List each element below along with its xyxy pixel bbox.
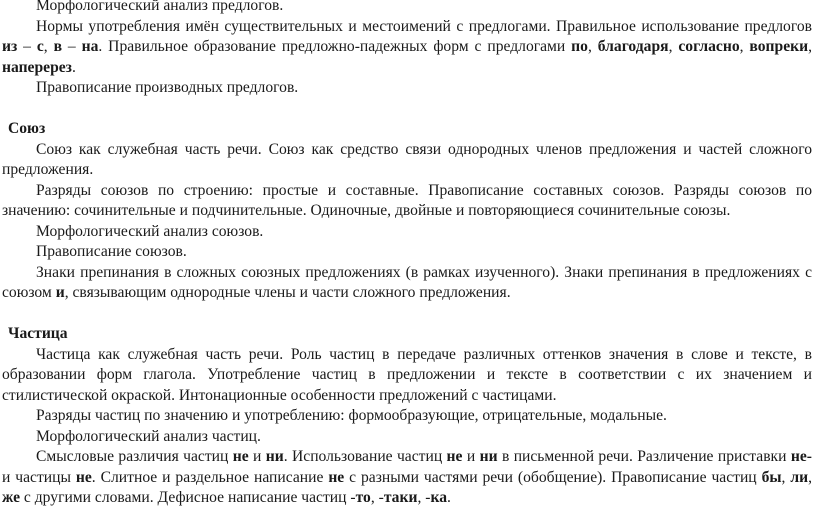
- bold-term: с: [36, 38, 44, 55]
- text: Разряды частиц по значению и употреблению: формообразующие, отрицательные, модальные.: [36, 407, 667, 424]
- text: Морфологический анализ предлогов.: [36, 0, 284, 14]
- section-heading-union: Союз: [8, 120, 46, 137]
- paragraph-particle-definition: [0, 345, 812, 407]
- paragraph-particle-analysis: [0, 427, 812, 448]
- paragraph-particle-categories: [0, 406, 812, 427]
- text: ,: [668, 38, 679, 55]
- text: ,: [808, 468, 813, 486]
- text: . Правильное образование предложно-падежных форм с предлогами: [98, 38, 572, 55]
- text: , -: [370, 489, 384, 506]
- paragraph-union-categories: [0, 181, 812, 222]
- bold-term: вопреки: [749, 38, 809, 55]
- paragraph-union-analysis: [0, 222, 812, 243]
- text: и: [462, 448, 480, 465]
- section-heading-particle: Частица: [8, 325, 68, 342]
- bold-term: и: [55, 284, 65, 301]
- bold-term: ли: [790, 468, 809, 486]
- bold-term: то: [355, 489, 371, 506]
- bold-term: ка: [430, 489, 447, 506]
- text: Знаки препинания в сложных союзных предложениях (в рамках изученного). Знаки препинания в предложениях с союзом: [2, 263, 812, 301]
- text: .: [71, 58, 76, 76]
- bold-term: по: [571, 38, 588, 55]
- text: . Использование частиц: [283, 448, 447, 465]
- text: с другими словами. Дефисное написание частиц -: [20, 489, 356, 506]
- bold-term: из: [2, 38, 18, 55]
- text: Разряды союзов по строению: простые и составные. Правописание составных союзов. Разряды союзов по значению: сочинительные и подчинительные. Одиночные, двойные и повторяющиеся сочинительные союзы.: [2, 181, 812, 219]
- text: Частица как служебная часть речи. Роль частиц в передаче различных оттенков значения в слове и тексте, в образовании форм глагола. Употребление частиц в предложении и тексте в соответствии с их значением и стилистической окраской. Интонационные особенности предложений с частицами.: [2, 345, 812, 404]
- text: и частицы: [2, 468, 76, 486]
- bold-term: ни: [479, 448, 498, 465]
- paragraph-union-definition: [0, 140, 812, 181]
- text: –: [62, 38, 82, 55]
- text: Смысловые различия частиц: [36, 448, 233, 465]
- bold-term: благодаря: [597, 38, 669, 55]
- paragraph-prepositions-norms: [0, 17, 812, 79]
- text: .: [447, 489, 451, 506]
- text: . Слитное и раздельное написание: [91, 468, 329, 486]
- bold-term: в: [53, 38, 62, 55]
- paragraph-particle-spelling: [0, 447, 812, 509]
- text: Морфологический анализ союзов.: [36, 222, 264, 240]
- text: ,: [808, 38, 812, 55]
- text: –: [17, 38, 37, 55]
- bold-term: не: [232, 448, 249, 465]
- bold-term: не: [446, 448, 463, 465]
- text: Морфологический анализ частиц.: [36, 427, 261, 445]
- text: в письменной речи. Различение приставки: [497, 448, 791, 465]
- text: и: [248, 448, 266, 465]
- bold-term: согласно: [678, 38, 740, 55]
- bold-term: ни: [265, 448, 284, 465]
- bold-term: не: [328, 468, 345, 486]
- text: , связывающим однородные члены и части сложного предложения.: [64, 284, 511, 301]
- bold-term: наперерез: [2, 58, 72, 76]
- spacer: [0, 304, 812, 325]
- text: ,: [739, 38, 750, 55]
- text: с разными частями речи (обобщение). Правописание частиц: [344, 468, 762, 486]
- text: ,: [587, 38, 598, 55]
- bold-term: таки: [383, 489, 418, 506]
- text: , -: [417, 489, 431, 506]
- bold-term: бы: [761, 468, 782, 486]
- paragraph-union-punctuation: [0, 263, 812, 304]
- bold-term: на: [81, 38, 99, 55]
- text: Союз как служебная часть речи. Союз как средство связи однородных членов предложения и частей сложного предложения.: [2, 140, 812, 178]
- spacer: [0, 99, 812, 120]
- text: ,: [43, 38, 54, 55]
- bold-term: не: [75, 468, 92, 486]
- bold-term: не-: [790, 448, 812, 465]
- text: Правописание союзов.: [36, 243, 187, 260]
- text: Правописание производных предлогов.: [36, 79, 299, 96]
- bold-term: же: [2, 489, 21, 506]
- paragraph-prepositions-analysis: [0, 0, 812, 17]
- paragraph-derived-prepositions: [0, 78, 812, 99]
- paragraph-union-spelling: [0, 242, 812, 263]
- text: Нормы употребления имён существительных и местоимений с предлогами. Правильное использование предлогов: [36, 17, 812, 35]
- text: ,: [781, 468, 791, 486]
